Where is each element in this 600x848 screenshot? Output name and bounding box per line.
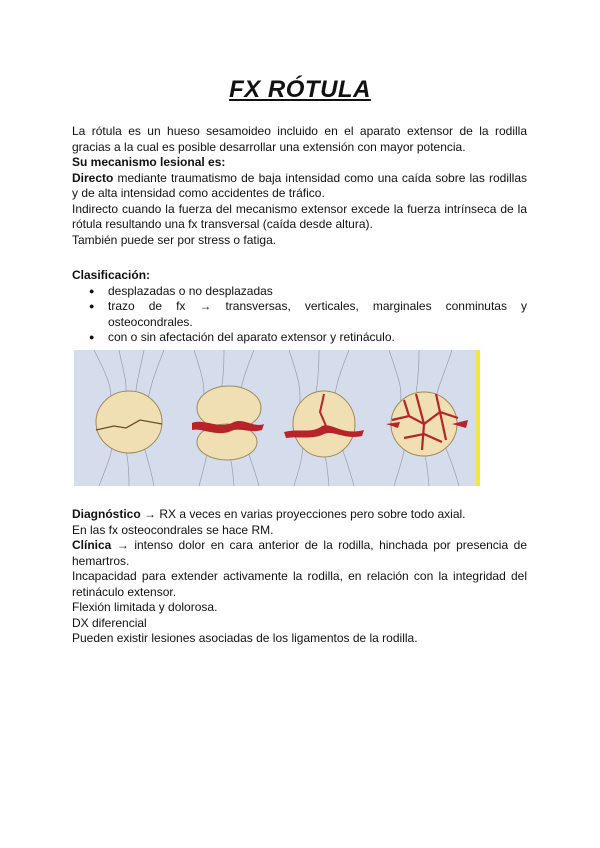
list-item: ● desplazadas o no desplazadas [72,284,527,300]
page-title: FX RÓTULA [229,76,371,103]
directo-paragraph [72,171,527,202]
list-item: ● trazo de fx → transversas, verticales, marginales conminutas y osteocondrales. [72,299,527,330]
stress-paragraph: También puede ser por stress o fatiga. [72,232,277,247]
diagnostico-text: → RX a veces en varias proyecciones pero sobre todo axial. [140,507,466,521]
clinica-paragraph [72,538,527,569]
clasificacion-list [72,284,527,346]
clinica-label: Clínica [72,538,112,552]
figure-border [476,350,480,486]
intro-paragraph: La rótula es un hueso sesamoideo incluido en el aparato extensor de la rodilla gracias a la cual es posible desarrollar una extensión con mayor potencia. [72,124,527,154]
diagnostico-paragraph [72,507,527,523]
clasificacion-heading: Clasificación: [72,268,151,282]
diagnostico-section [72,507,527,647]
flexion-paragraph: Flexión limitada y dolorosa. [72,600,218,614]
directo-text: mediante traumatismo de baja intensidad como una caída sobre las rodillas y de alta intensidad como accidentes de tráfico. [72,170,527,200]
indirecto-paragraph: Indirecto cuando la fuerza del mecanismo extensor excede la fuerza intrínseca de la rótula resultando una fx transversal (caída desde altura). [72,201,527,231]
incapacidad-paragraph: Incapacidad para extender activamente la rodilla, en relación con la integridad del retináculo extensor. [72,569,527,599]
patella-fractures-illustration [74,350,480,486]
patella-1 [96,391,162,453]
directo-label: Directo [72,170,114,185]
diagnostico-label: Diagnóstico [72,507,141,521]
mecanismo-heading: Su mecanismo lesional es: [72,155,226,169]
clinica-text: → intenso dolor en cara anterior de la rodilla, hinchada por presencia de hemartros. [72,538,527,568]
lesiones-paragraph: Pueden existir lesiones asociadas de los ligamentos de la rodilla. [72,631,418,645]
osteocondrales-paragraph: En las fx osteocondrales se hace RM. [72,522,274,537]
dx-paragraph: DX diferencial [72,615,147,630]
mecanismo-section [72,155,527,248]
patella-2 [192,386,264,460]
clasificacion-section [72,268,527,346]
list-item: ● con o sin afectación del aparato extensor y retináculo. [72,330,527,346]
